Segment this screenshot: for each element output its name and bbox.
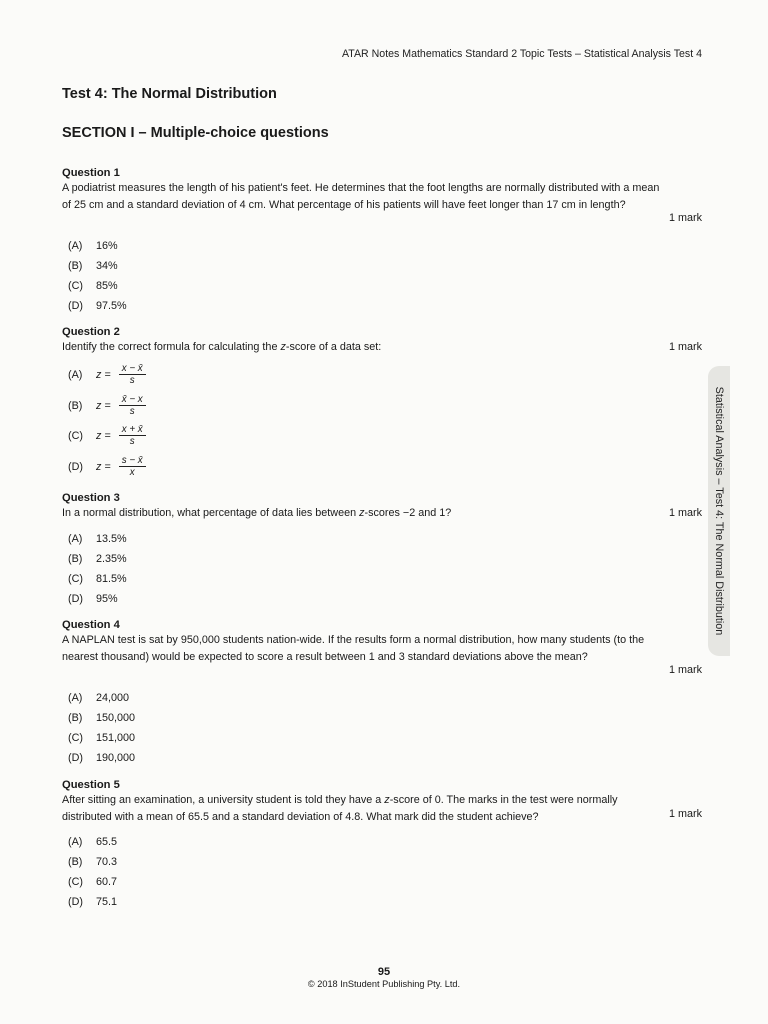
formula-fraction [119, 424, 146, 447]
question-text: A NAPLAN test is sat by 950,000 students nation-wide. If the results form a normal distribution, how many students (to the nearest thousand) would be expected to score a result between 1 and 3 standard deviations above the mean? [62, 634, 645, 663]
formula-fraction [119, 363, 146, 386]
fraction-denominator: s [129, 436, 135, 447]
mark-label: 1 mark [669, 808, 702, 820]
formula-fraction [119, 455, 146, 478]
option-c [68, 279, 118, 293]
option-d [68, 299, 127, 313]
question-heading: Question 2 [62, 326, 120, 338]
fraction-numerator: x + x̄ [119, 424, 146, 436]
fraction-denominator: x [129, 467, 135, 478]
question-text: After sitting an examination, a university student is told they have a z-score of 0. The marks in the test were normally distributed with a mean of 65.5 and a standard deviation of 4.8. What mark did the student achieve? [62, 794, 618, 823]
copyright-notice: © 2018 InStudent Publishing Pty. Ltd. [307, 979, 461, 989]
test-title: Test 4: The Normal Distribution [62, 86, 277, 102]
fraction-numerator: x̄ − x [119, 394, 146, 406]
option-label: (D) [68, 896, 83, 908]
fraction-numerator: x − x̄ [119, 363, 146, 375]
question-text: In a normal distribution, what percentage of data lies between z-scores −2 and 1? [62, 507, 452, 519]
option-text: 95% [96, 593, 118, 605]
option-text: 85% [96, 280, 118, 292]
option-label: (D) [68, 300, 83, 312]
option-a [68, 532, 127, 546]
option-label: (B) [68, 856, 83, 868]
option-a [68, 363, 146, 386]
option-text: 34% [96, 260, 118, 272]
option-b [68, 394, 146, 417]
formula-lhs: z = [96, 368, 111, 381]
side-tab [708, 366, 730, 656]
question-heading: Question 5 [62, 779, 120, 791]
mark-label: 1 mark [669, 507, 702, 519]
option-text: 151,000 [96, 732, 136, 744]
option-label: (A) [68, 368, 83, 381]
option-label: (B) [68, 553, 83, 565]
option-b [68, 711, 135, 725]
option-label: (B) [68, 712, 83, 724]
option-c [68, 572, 127, 586]
option-text: 190,000 [96, 752, 136, 764]
question-heading: Question 1 [62, 167, 120, 179]
side-tab-label: Statistical Analysis – Test 4: The Normal Distribution [713, 386, 725, 636]
option-label: (C) [68, 732, 83, 744]
question-text: A podiatrist measures the length of his patient's feet. He determines that the foot lengths are normally distributed with a mean of 25 cm and a standard deviation of 4 cm. What percentage of his patients will have feet longer than 17 cm in length? [62, 182, 660, 211]
option-text: 24,000 [96, 692, 130, 704]
mark-label: 1 mark [669, 664, 702, 676]
option-label: (A) [68, 692, 83, 704]
question-3 [62, 491, 702, 605]
option-label: (D) [68, 460, 83, 473]
option-label: (C) [68, 573, 83, 585]
option-text: 75.1 [96, 896, 118, 908]
option-b [68, 259, 118, 273]
formula-fraction [119, 394, 146, 417]
option-label: (A) [68, 533, 83, 545]
option-label: (C) [68, 429, 83, 442]
option-label: (A) [68, 836, 83, 848]
option-label: (A) [68, 240, 83, 252]
mark-label: 1 mark [669, 212, 702, 224]
option-label: (D) [68, 752, 83, 764]
question-heading: Question 4 [62, 619, 120, 631]
question-heading: Question 3 [62, 492, 120, 504]
option-text: 60.7 [96, 876, 118, 888]
option-d [68, 592, 118, 606]
option-d [68, 895, 117, 909]
option-label: (D) [68, 593, 83, 605]
formula-lhs: z = [96, 399, 111, 412]
option-c [68, 875, 117, 889]
option-a [68, 691, 129, 705]
option-b [68, 552, 127, 566]
section-heading: SECTION I – Multiple-choice questions [62, 125, 329, 141]
option-label: (C) [68, 280, 83, 292]
option-text: 97.5% [96, 300, 127, 312]
formula-lhs: z = [96, 460, 111, 473]
option-text: 150,000 [96, 712, 136, 724]
option-text: 65.5 [96, 836, 118, 848]
option-text: 2.35% [96, 553, 127, 565]
option-text: 16% [96, 240, 118, 252]
option-label: (C) [68, 876, 83, 888]
fraction-denominator: s [129, 406, 135, 417]
question-4 [62, 618, 702, 764]
option-label: (B) [68, 399, 83, 412]
mark-label: 1 mark [669, 341, 702, 353]
running-header: ATAR Notes Mathematics Standard 2 Topic Tests – Statistical Analysis Test 4 [342, 48, 702, 60]
option-text: 81.5% [96, 573, 127, 585]
question-5 [62, 778, 702, 908]
formula-lhs: z = [96, 429, 111, 442]
question-2 [62, 325, 702, 478]
option-text: 13.5% [96, 533, 127, 545]
option-a [68, 835, 117, 849]
fraction-denominator: s [129, 375, 135, 386]
option-text: 70.3 [96, 856, 118, 868]
option-b [68, 855, 117, 869]
page-number: 95 [377, 966, 391, 978]
option-c [68, 424, 146, 447]
option-label: (B) [68, 260, 83, 272]
fraction-numerator: s − x̄ [119, 455, 146, 467]
option-d [68, 455, 146, 478]
option-d [68, 751, 135, 765]
option-c [68, 731, 135, 745]
question-text: Identify the correct formula for calculating the z-score of a data set: [62, 341, 382, 353]
question-1 [62, 166, 702, 312]
option-a [68, 239, 118, 253]
